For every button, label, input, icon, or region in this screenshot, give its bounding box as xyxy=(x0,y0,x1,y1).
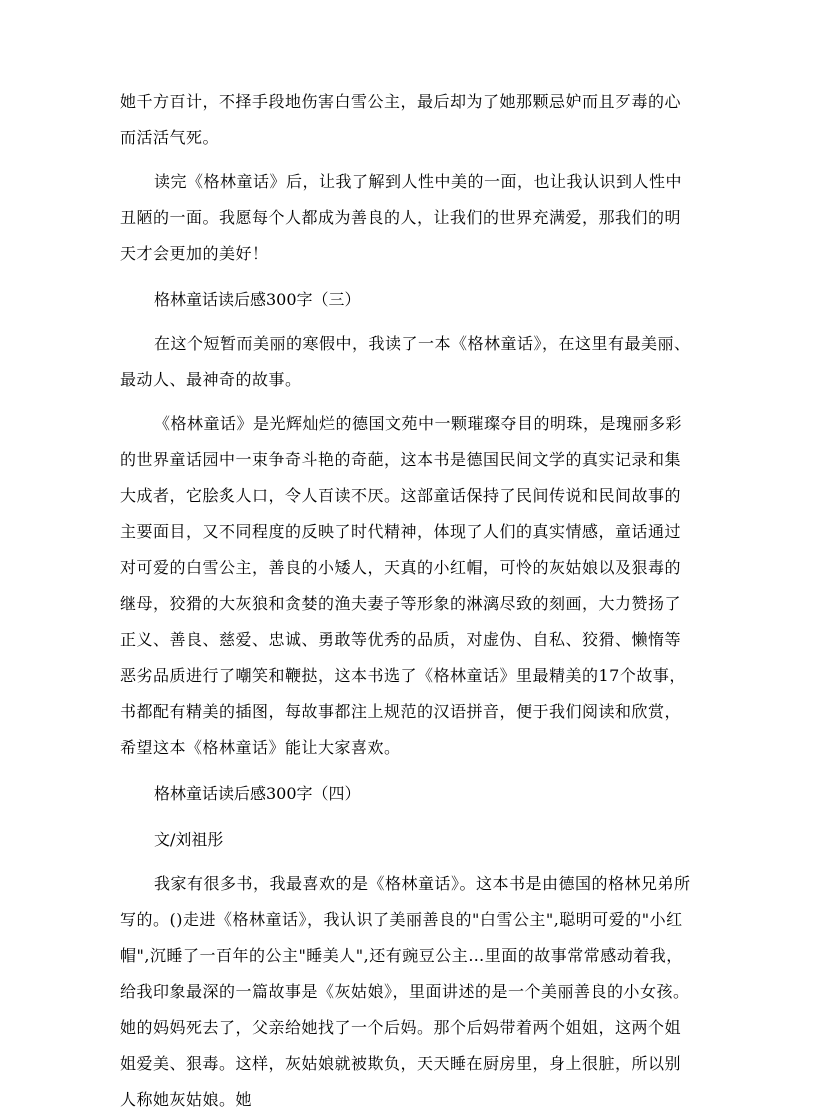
paragraph-continuation: 她千方百计，不择手段地伤害白雪公主，最后却为了她那颗忌妒而且歹毒的心而活活气死。 xyxy=(120,92,682,147)
paragraph-story: 我家有很多书，我最喜欢的是《格林童话》。这本书是由德国的格林兄弟所写的。()走进《格林童话》，我认识了美丽善良的"白雪公主",聪明可爱的"小红帽",沉睡了一百年的公主"睡美人",还有豌豆公主…里面的故事常常感动着我，给我印象最深的一篇故事是《灰姑娘》，里面讲述的是一个美丽善良的小女孩。她的妈妈死去了，父亲给她找了一个后妈。那个后妈带着两个姐姐，这两个姐姐爱美、狠毒。这样，灰姑娘就被欺负，天天睡在厨房里，身上很脏，所以别人称她灰姑娘。她 xyxy=(120,874,691,1109)
paragraph-intro: 在这个短暂而美丽的寒假中，我读了一本《格林童话》，在这里有最美丽、最动人、最神奇的故事。 xyxy=(120,334,691,389)
paragraph-reflection: 读完《格林童话》后，让我了解到人性中美的一面，也让我认识到人性中丑陋的一面。我愿每个人都成为善良的人，让我们的世界充满爱，那我们的明天才会更加的美好！ xyxy=(120,172,683,263)
author-line: 文/刘祖彤 xyxy=(154,830,224,849)
section-heading-three: 格林童话读后感300字（三） xyxy=(154,290,361,309)
section-heading-four: 格林童话读后感300字（四） xyxy=(154,784,361,803)
paragraph-description: 《格林童话》是光辉灿烂的德国文苑中一颗璀璨夺目的明珠，是瑰丽多彩的世界童话园中一束争奇斗艳的奇葩，这本书是德国民间文学的真实记录和集大成者，它脍炙人口，令人百读不厌。这部童话保持了民间传说和民间故事的主要面目，又不同程度的反映了时代精神，体现了人们的真实情感，童话通过对可爱的白雪公主，善良的小矮人，天真的小红帽，可怜的灰姑娘以及狠毒的继母，狡猾的大灰狼和贪婪的渔夫妻子等形象的淋漓尽致的刻画，大力赞扬了正义、善良、慈爱、忠诚、勇敢等优秀的品质，对虚伪、自私、狡猾、懒惰等恶劣品质进行了嘲笑和鞭挞，这本书选了《格林童话》里最精美的17个故事，书都配有精美的插图，每故事都注上规范的汉语拼音，便于我们阅读和欣赏，希望这本《格林童话》能让大家喜欢。 xyxy=(120,414,686,757)
document-page xyxy=(120,84,696,1118)
